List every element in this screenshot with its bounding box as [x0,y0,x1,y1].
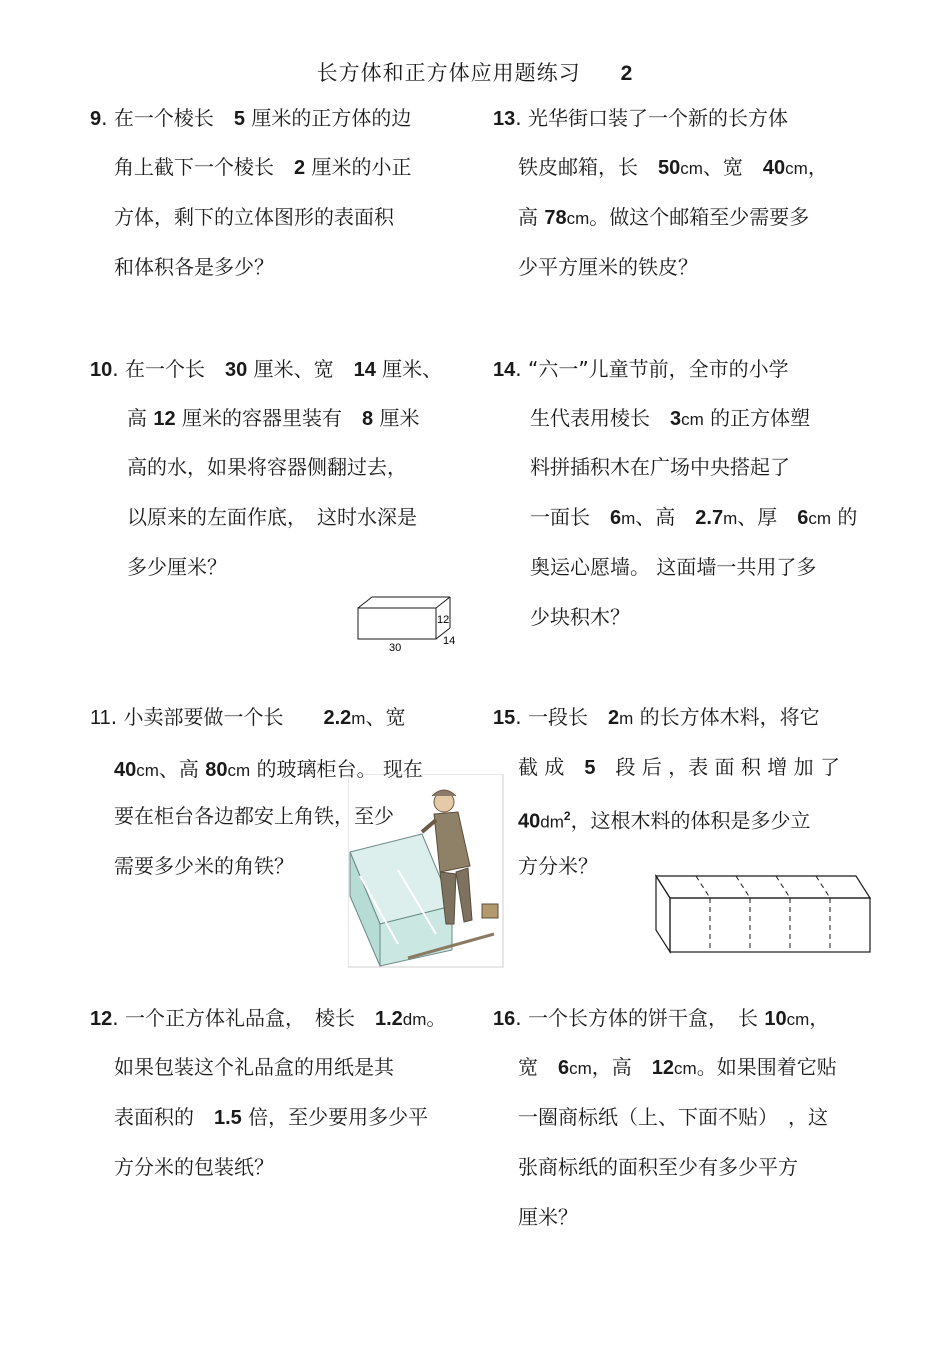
problem-13-line-3: 高 78cm。做这个邮箱至少需要多 [518,205,810,229]
problem-10-line-3: 高的水，如果将容器侧翻过去， [127,455,407,479]
problem-number: 14 [493,359,516,381]
problem-10-line-5: 多少厘米？ [127,555,227,579]
problem-12-line-2: 如果包装这个礼品盒的用纸是其 [114,1055,394,1079]
problem-number: 10 [90,359,113,381]
problem-14-line-4: 一面长 6m、高 2.7m、厚 6cm 的 [530,505,858,529]
problem-11-line-1: 11. 小卖部要做一个长 2.2m、宽 [90,705,406,729]
problem-number: 9 [90,108,102,130]
problem-9-line-4: 和体积各是多少？ [114,255,274,279]
problem-14-line-2: 生代表用棱长 3cm 的正方体塑 [530,406,811,430]
problem-16-line-1: 16. 一个长方体的饼干盒， 长 10cm， [493,1006,830,1030]
problem-13-line-2: 铁皮邮箱，长 50cm、宽 40cm， [518,155,828,179]
problem-9-line-1: 9. 在一个棱长 5 厘米的正方体的边 [90,106,412,130]
problem-15-line-1: 15. 一段长 2m 的长方体木料，将它 [493,705,820,729]
problem-15-line-4: 方分米？ [518,854,598,878]
height-label: 12 [437,614,450,626]
problem-12-line-1: 12. 一个正方体礼品盒， 棱长 1.2dm。 [90,1006,447,1030]
problem-16-line-5: 厘米？ [518,1205,578,1229]
problem-9-line-2: 角上截下一个棱长 2 厘米的小正 [114,155,412,179]
problem-11-line-4: 需要多少米的角铁？ [114,854,294,878]
problem-10-line-2: 高 12 厘米的容器里装有 8 厘米 [127,406,420,430]
problem-number: 13 [493,108,516,130]
problem-number: 11 [90,707,111,729]
problem-16-line-3: 一圈商标纸（上、下面不贴） ，这 [518,1105,828,1129]
problem-16-line-4: 张商标纸的面积至少有多少平方 [518,1155,798,1179]
problem-11-line-3: 要在柜台各边都安上角铁，至少 [114,804,394,828]
problem-14-line-6: 少块积木？ [530,605,630,629]
problem-13-line-1: 13. 光华街口装了一个新的长方体 [493,106,788,130]
problem-number: 12 [90,1008,113,1030]
problem-9-line-3: 方体，剩下的立体图形的表面积 [114,205,394,229]
problem-number: 15 [493,707,516,729]
problem-11-line-2: 40cm、高 80cm 的玻璃柜台。 现在 [114,757,423,781]
problem-15-line-2: 截 成 5 段 后 ，表 面 积 增 加 了 [518,755,840,779]
timber-cuboid-figure [652,870,876,956]
problem-16-line-2: 宽 6cm，高 12cm。如果围着它贴 [518,1055,837,1079]
problem-10-line-1: 10. 在一个长 30 厘米、宽 14 厘米、 [90,357,443,381]
problem-10-line-4: 以原来的左面作底， 这时水深是 [127,505,417,529]
problem-14-line-3: 料拼插积木在广场中央搭起了 [530,455,790,479]
page-title [0,57,950,87]
problem-13-line-4: 少平方厘米的铁皮？ [518,255,698,279]
problem-14-line-1: 14. “六一”儿童节前，全市的小学 [493,357,789,381]
container-cuboid-figure [352,594,462,654]
problem-number: 16 [493,1008,516,1030]
worker-glass-counter-illustration [348,774,504,968]
problem-15-line-3: $40dm^2$，这根木料的体积是多少立 [518,808,811,833]
problem-14-line-5: 奥运心愿墙。 这面墙一共用了多 [530,555,817,579]
title-number: 2 [620,62,634,85]
problem-12-line-3: 表面积的 1.5 倍，至少要用多少平 [114,1105,429,1129]
width-label: 14 [443,635,456,647]
title-text: 长方体和正方体应用题练习 [316,61,581,85]
problem-12-line-4: 方分米的包装纸？ [114,1155,274,1179]
length-label: 30 [389,642,402,654]
